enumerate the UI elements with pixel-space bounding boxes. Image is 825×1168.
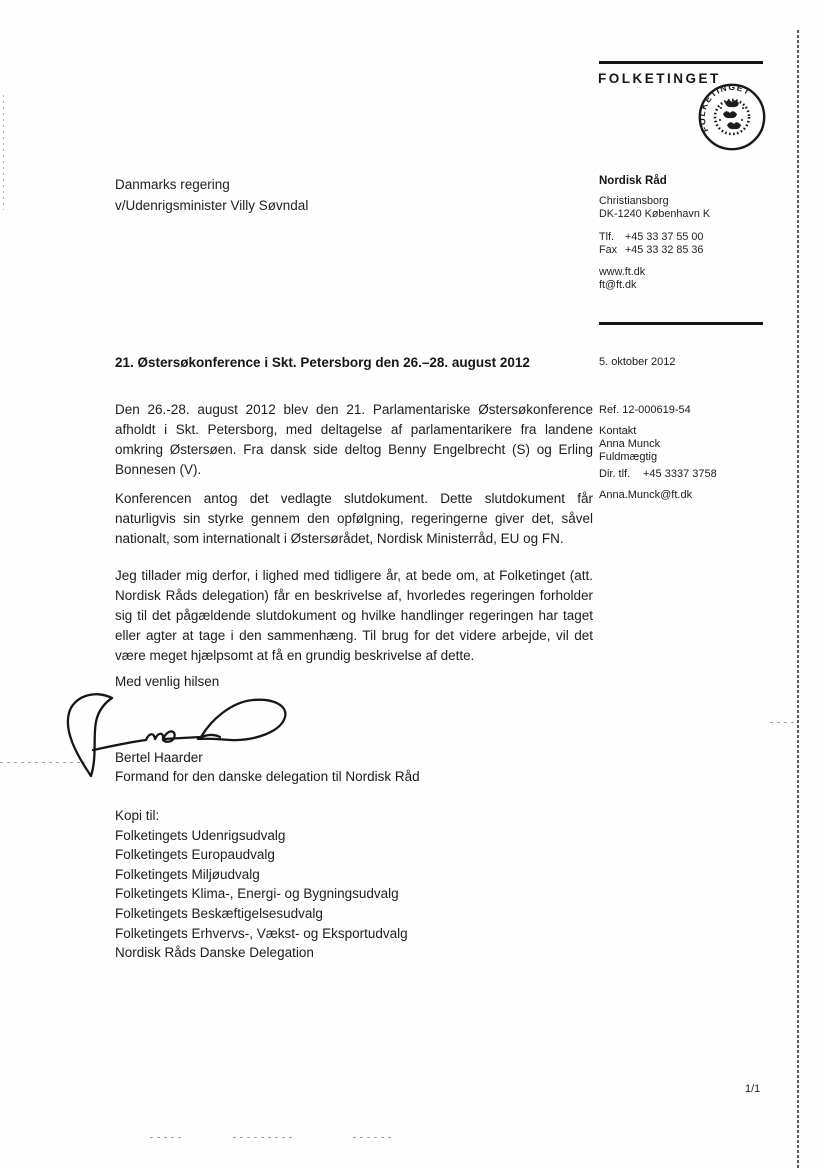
seal-text: FOLKETINGET <box>697 82 753 134</box>
direct-phone-value: +45 3337 3758 <box>643 468 717 480</box>
body-paragraph-3: Jeg tillader mig derfor, i lighed med tidligere år, at bede om, at Folketinget (att. Nordisk Råds delegation) får en beskrivelse af, hvorledes regeringen forholder sig til det pågældende slutdokument og hvilke handlinger regeringen har taget eller agter at tage i den sammenhæng. Til brug for det videre arbejde, vil det være meget hjælpsomt at få en grundig beskrivelse af dette. <box>115 568 593 663</box>
scan-artifact-left-edge <box>3 95 4 210</box>
sender-website: www.ft.dk <box>599 266 646 278</box>
scan-artifact-dash <box>0 762 85 763</box>
copies-item: Folketingets Udenrigsudvalg <box>115 827 286 843</box>
sender-address <box>599 195 710 221</box>
copies-item: Folketingets Klima-, Energi- og Bygningsudvalg <box>115 886 399 902</box>
closing-salutation: Med venlig hilsen <box>115 674 220 689</box>
sender-name: Nordisk Råd <box>599 175 667 187</box>
sender-address-line-1: Christiansborg <box>599 195 669 207</box>
contact-email: Anna.Munck@ft.dk <box>599 489 693 501</box>
fax-value: +45 33 32 85 36 <box>625 244 704 256</box>
sender-fax-row <box>599 244 703 257</box>
signer-title: Formand for den danske delegation til Nordisk Råd <box>115 769 420 784</box>
letterhead-title: FOLKETINGET <box>598 71 721 86</box>
letter-date: 5. oktober 2012 <box>599 356 676 368</box>
direct-phone-row <box>599 468 717 480</box>
scan-artifact-dash <box>770 722 798 723</box>
copies-item: Folketingets Europaudvalg <box>115 847 275 863</box>
fax-label: Fax <box>599 244 617 256</box>
copies-item: Folketingets Beskæftigelsesudvalg <box>115 905 323 921</box>
copies-block <box>115 806 408 963</box>
direct-phone-label: Dir. tlf. <box>599 468 631 480</box>
copies-item: Folketingets Erhvervs-, Vækst- og Eksportudvalg <box>115 925 408 941</box>
sender-address-line-2: DK-1240 København K <box>599 208 711 220</box>
reference-number: Ref. 12-000619-54 <box>599 404 691 416</box>
recipient-line-2: v/Udenrigsminister Villy Søvndal <box>115 198 309 213</box>
sender-email: ft@ft.dk <box>599 279 637 291</box>
recipient-line-1: Danmarks regering <box>115 177 230 192</box>
sender-phones <box>599 231 703 257</box>
copies-item: Folketingets Miljøudvalg <box>115 866 260 882</box>
body-paragraph-1: Den 26.-28. august 2012 blev den 21. Parlamentariske Østersøkonference afholdt i Skt. Petersborg, med deltagelse af parlamentarikere fra landene omkring Østersøen. Fra dansk side deltog Benny Engelbrecht (S) og Erling Bonnesen (V). <box>115 402 593 477</box>
page-number: 1/1 <box>745 1083 761 1095</box>
scan-artifact-dash <box>233 1137 295 1138</box>
signer-name: Bertel Haarder <box>115 750 203 765</box>
phone-label: Tlf. <box>599 231 614 243</box>
copies-label: Kopi til: <box>115 808 160 823</box>
body-paragraph-2: Konferencen antog det vedlagte slutdokument. Dette slutdokument får naturligvis sin styrke gennem den opfølgning, regeringerne giver det, såvel nationalt, som internationalt i Østersørådet, Nordisk Ministerråd, EU og FN. <box>115 491 593 546</box>
scan-artifact-dash <box>150 1137 182 1138</box>
contact-name: Anna Munck <box>599 437 661 450</box>
copies-item: Nordisk Råds Danske Delegation <box>115 945 314 961</box>
svg-text:FOLKETINGET <box>697 82 753 134</box>
letter-subject: 21. Østersøkonference i Skt. Petersborg den 26.–28. august 2012 <box>115 355 530 370</box>
contact-title: Fuldmægtig <box>599 450 658 463</box>
sender-web-block <box>599 266 645 292</box>
letterhead-rule <box>599 61 763 64</box>
three-lions-icon <box>719 100 744 129</box>
scan-artifact-right-edge <box>797 30 799 1168</box>
recipient-block <box>115 174 308 216</box>
sender-phone-row <box>599 231 703 244</box>
contact-block <box>599 425 660 463</box>
folketinget-seal-icon <box>697 82 767 152</box>
contact-label: Kontakt <box>599 425 637 437</box>
phone-value: +45 33 37 55 00 <box>625 231 704 243</box>
sidebar-divider-rule <box>599 322 763 325</box>
scan-artifact-dash <box>353 1137 395 1138</box>
